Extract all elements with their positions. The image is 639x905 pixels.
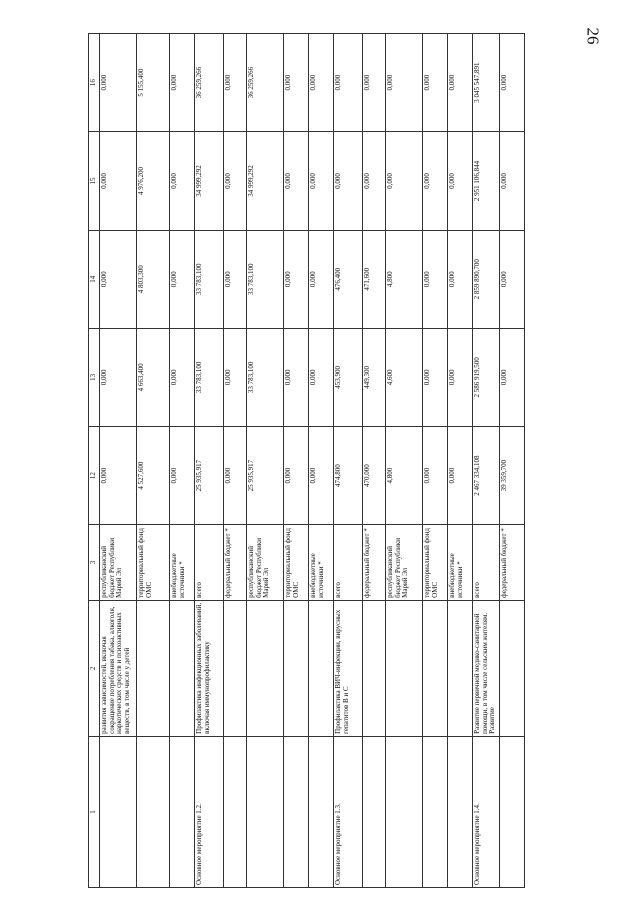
amount-cell: 0,000 (169, 328, 194, 426)
amount-cell: 34 999,292 (194, 132, 223, 230)
amount-cell: 0,000 (447, 427, 472, 525)
amount-cell: 453,900 (333, 328, 362, 426)
amount-cell: 0,000 (499, 230, 524, 328)
activity-description-cell: Профилактика инфекционных заболеваний, включая иммунопрофилактику (194, 600, 223, 736)
amount-cell: 5 155,400 (136, 34, 169, 132)
amount-cell: 0,000 (283, 427, 308, 525)
activity-description-cell (422, 600, 447, 736)
amount-cell: 0,000 (333, 132, 362, 230)
activity-description-cell (499, 600, 524, 736)
amount-cell: 0,000 (422, 230, 447, 328)
table-row (422, 34, 447, 888)
funding-source-cell: внебюджетные источники * (447, 525, 472, 601)
amount-cell: 2 859 890,700 (472, 230, 499, 328)
funding-source-cell: республиканский бюджет Республики Марий Эл (246, 525, 283, 601)
table-row (169, 34, 194, 888)
table-row (136, 34, 169, 888)
amount-cell: 0,000 (169, 132, 194, 230)
table-row (362, 34, 385, 888)
budget-table (88, 33, 525, 888)
activity-description-cell (136, 600, 169, 736)
amount-cell: 0,000 (422, 34, 447, 132)
activity-description-cell (283, 600, 308, 736)
activity-code-cell (499, 736, 524, 887)
table-row (447, 34, 472, 888)
amount-cell: 0,000 (308, 34, 333, 132)
table-row (333, 34, 362, 888)
amount-cell: 4,600 (385, 328, 422, 426)
activity-code-cell (422, 736, 447, 887)
table-row (499, 34, 524, 888)
amount-cell: 0,000 (499, 328, 524, 426)
amount-cell: 33 783,100 (194, 328, 223, 426)
amount-cell: 0,000 (385, 132, 422, 230)
amount-cell: 33 783,100 (246, 328, 283, 426)
funding-source-cell: территориальный фонд ОМС (283, 525, 308, 601)
column-header: 15 (89, 132, 100, 230)
amount-cell: 0,000 (362, 34, 385, 132)
amount-cell: 0,000 (223, 34, 246, 132)
funding-source-cell: всего (333, 525, 362, 601)
activity-code-cell: Основное мероприятие 1.3. (333, 736, 362, 887)
column-header: 3 (89, 525, 100, 601)
amount-cell: 476,400 (333, 230, 362, 328)
activity-code-cell (136, 736, 169, 887)
activity-description-cell: Развитие первичной медико-санитарной помощи, в том числе сельским жителям. Развитие (472, 600, 499, 736)
funding-source-cell: федеральный бюджет * (223, 525, 246, 601)
amount-cell: 0,000 (308, 230, 333, 328)
amount-cell: 4 803,300 (136, 230, 169, 328)
activity-code-cell (223, 736, 246, 887)
activity-code-cell (283, 736, 308, 887)
amount-cell: 0,000 (422, 427, 447, 525)
activity-code-cell (385, 736, 422, 887)
amount-cell: 2 951 106,844 (472, 132, 499, 230)
amount-cell: 0,000 (283, 328, 308, 426)
column-header: 13 (89, 328, 100, 426)
amount-cell: 0,000 (447, 230, 472, 328)
amount-cell: 474,800 (333, 427, 362, 525)
amount-cell: 0,000 (283, 34, 308, 132)
rotated-table-wrapper (88, 33, 623, 888)
activity-description-cell (246, 600, 283, 736)
funding-source-cell: территориальный фонд ОМС (136, 525, 169, 601)
activity-code-cell (99, 736, 136, 887)
table-row (385, 34, 422, 888)
amount-cell: 25 935,917 (194, 427, 223, 525)
activity-code-cell: Основное мероприятие 1.4. (472, 736, 499, 887)
table-row (308, 34, 333, 888)
column-header: 16 (89, 34, 100, 132)
funding-source-cell: федеральный бюджет * (499, 525, 524, 601)
amount-cell: 4,800 (385, 230, 422, 328)
amount-cell: 0,000 (308, 427, 333, 525)
table-row (99, 34, 136, 888)
table-row (194, 34, 223, 888)
amount-cell: 0,000 (169, 230, 194, 328)
amount-cell: 4,800 (385, 427, 422, 525)
activity-description-cell (385, 600, 422, 736)
amount-cell: 2 467 334,108 (472, 427, 499, 525)
activity-code-cell (246, 736, 283, 887)
header-row (89, 34, 100, 888)
amount-cell: 0,000 (333, 34, 362, 132)
amount-cell: 39 359,700 (499, 427, 524, 525)
activity-code-cell (447, 736, 472, 887)
amount-cell: 470,000 (362, 427, 385, 525)
activity-description-cell: Профилактика ВИЧ-инфекции, вирусных гепатитов В и С (333, 600, 362, 736)
funding-source-cell: всего (472, 525, 499, 601)
amount-cell: 0,000 (169, 34, 194, 132)
amount-cell: 36 259,266 (246, 34, 283, 132)
amount-cell: 0,000 (499, 132, 524, 230)
amount-cell: 0,000 (99, 230, 136, 328)
activity-description-cell (169, 600, 194, 736)
funding-source-cell: республиканский бюджет Республики Марий Эл (99, 525, 136, 601)
activity-description-cell (308, 600, 333, 736)
amount-cell: 0,000 (308, 328, 333, 426)
activity-code-cell: Основное мероприятие 1.2. (194, 736, 223, 887)
amount-cell: 0,000 (308, 132, 333, 230)
amount-cell: 471,600 (362, 230, 385, 328)
amount-cell: 0,000 (223, 328, 246, 426)
amount-cell: 0,000 (99, 132, 136, 230)
column-header: 12 (89, 427, 100, 525)
amount-cell: 0,000 (447, 328, 472, 426)
funding-source-cell: внебюджетные источники * (169, 525, 194, 601)
activity-code-cell (169, 736, 194, 887)
amount-cell: 0,000 (362, 132, 385, 230)
amount-cell: 4 663,400 (136, 328, 169, 426)
column-header: 14 (89, 230, 100, 328)
table-row (246, 34, 283, 888)
amount-cell: 0,000 (223, 427, 246, 525)
amount-cell: 2 586 919,500 (472, 328, 499, 426)
amount-cell: 4 976,200 (136, 132, 169, 230)
activity-code-cell (308, 736, 333, 887)
amount-cell: 0,000 (99, 328, 136, 426)
amount-cell: 0,000 (447, 132, 472, 230)
amount-cell: 0,000 (283, 132, 308, 230)
funding-source-cell: федеральный бюджет * (362, 525, 385, 601)
amount-cell: 3 045 547,891 (472, 34, 499, 132)
amount-cell: 4 527,600 (136, 427, 169, 525)
table-row (472, 34, 499, 888)
activity-description-cell: развития зависимостей, включая сокращение потребления табака, алкоголя, наркотических средств и психоактивных веществ, в том числе у детей (99, 600, 136, 736)
funding-source-cell: внебюджетные источники * (308, 525, 333, 601)
table-row (283, 34, 308, 888)
activity-description-cell (223, 600, 246, 736)
amount-cell: 36 259,266 (194, 34, 223, 132)
activity-description-cell (447, 600, 472, 736)
amount-cell: 0,000 (283, 230, 308, 328)
column-header: 2 (89, 600, 100, 736)
amount-cell: 0,000 (447, 34, 472, 132)
funding-source-cell: территориальный фонд ОМС (422, 525, 447, 601)
amount-cell: 449,300 (362, 328, 385, 426)
page-number: 26 (583, 27, 603, 45)
amount-cell: 0,000 (422, 132, 447, 230)
activity-code-cell (362, 736, 385, 887)
amount-cell: 0,000 (223, 132, 246, 230)
activity-description-cell (362, 600, 385, 736)
amount-cell: 0,000 (99, 34, 136, 132)
funding-source-cell: республиканский бюджет Республики Марий Эл (385, 525, 422, 601)
amount-cell: 0,000 (223, 230, 246, 328)
column-header: 1 (89, 736, 100, 887)
amount-cell: 0,000 (422, 328, 447, 426)
amount-cell: 0,000 (499, 34, 524, 132)
amount-cell: 34 999,292 (246, 132, 283, 230)
funding-source-cell: всего (194, 525, 223, 601)
amount-cell: 25 935,917 (246, 427, 283, 525)
amount-cell: 0,000 (99, 427, 136, 525)
amount-cell: 33 783,100 (194, 230, 223, 328)
amount-cell: 0,000 (385, 34, 422, 132)
amount-cell: 0,000 (169, 427, 194, 525)
table-row (223, 34, 246, 888)
amount-cell: 33 783,100 (246, 230, 283, 328)
